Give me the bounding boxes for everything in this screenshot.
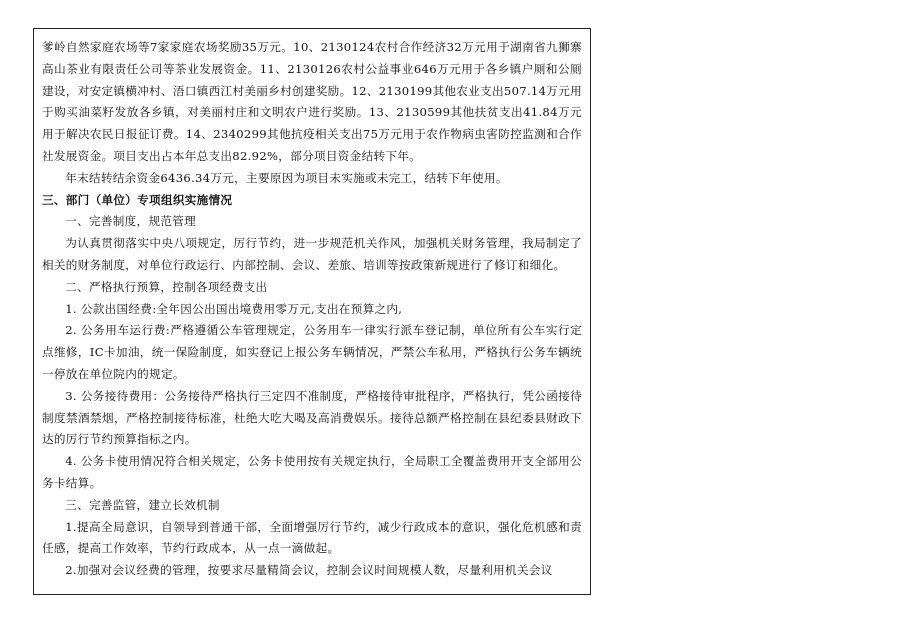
paragraph-project-expenses: 爹岭自然家庭农场等7家家庭农场奖励35万元。10、2130124农村合作经济32万元用于湖南省九狮寨高山茶业有限责任公司等茶业发展资金。11、2130126农村公益事业646万元用于各乡镇户厕和公厕建设，对安定镇横冲村、浯口镇西江村美丽乡村创建奖励。12、2130199其他农业支出507.14万元用于购买油菜籽发放各乡镇，对美丽村庄和文明农户进行奖励。13、2130599其他扶贫支出41.84万元用于解决农民日报征订费。14、2340299其他抗疫相关支出75万元用于农作物病虫害防控监测和合作社发展资金。项目支出占本年总支出82.92%，部分项目资金结转下年。	[42, 40, 582, 163]
paragraph-overseas-travel: 1. 公款出国经费:全年因公出国出境费用零万元,支出在预算之内,	[65, 301, 403, 316]
paragraph-official-reception: 3. 公务接待费用：公务接待严格执行三定四不准制度，严格接待审批程序，严格执行，凭公函接待制度禁酒禁烟，严格控制接待标准，杜绝大吃大喝及高消费娱乐。接待总额严格控制在县纪委县财政下达的厉行节约预算指标之内。	[42, 388, 582, 447]
paragraph-year-end-balance: 年末结转结余资金6436.34万元，主要原因为项目未实施或未完工，结转下年使用。	[65, 170, 508, 185]
paragraph-meeting-expenses: 2.加强对会议经费的管理，按要求尽量精简会议，控制会议时间规模人数，尽量利用机关会议	[65, 563, 553, 578]
document-frame	[33, 28, 591, 595]
paragraph-awareness: 1.提高全局意识，自领导到普通干部，全面增强厉行节约，减少行政成本的意识，强化危机感和责任感，提高工作效率，节约行政成本，从一点一滴做起。	[42, 519, 582, 556]
subheading-budget-control: 二、严格执行预算，控制各项经费支出	[65, 279, 268, 294]
subheading-supervision: 三、完善监管，建立长效机制	[65, 497, 220, 512]
subheading-improve-system: 一、完善制度，规范管理	[65, 214, 197, 229]
paragraph-official-card: 4. 公务卡使用情况符合相关规定，公务卡使用按有关规定执行，全局职工全覆盖费用开支全部用公务卡结算。	[42, 454, 582, 490]
section-heading-implementation: 三、部门（单位）专项组织实施情况	[42, 192, 233, 207]
paragraph-official-vehicles: 2. 公务用车运行费:严格遵循公车管理规定，公务用车一律实行派车登记制，单位所有公车实行定点维修，IC卡加油，统一保险制度，如实登记上报公务车辆情况，严禁公车私用，严格执行公务车辆统一停放在单位院内的规定。	[42, 323, 582, 381]
paragraph-eight-rules: 为认真贯彻落实中央八项规定，厉行节约，进一步规范机关作风，加强机关财务管理，我局制定了相关的财务制度，对单位行政运行、内部控制、会议、差旅、培训等按政策新规进行了修订和细化。	[42, 236, 582, 272]
